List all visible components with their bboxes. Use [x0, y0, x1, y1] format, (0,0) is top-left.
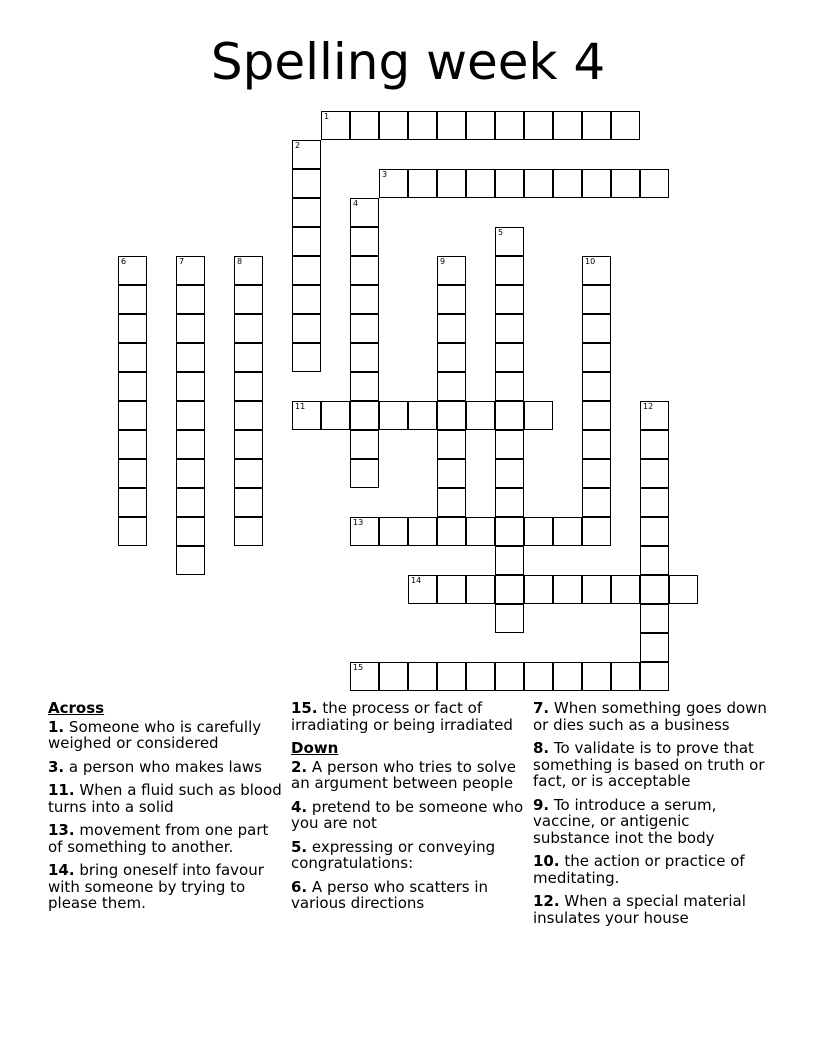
down-clue-10 [533, 853, 769, 886]
grid-cell[interactable] [466, 662, 495, 691]
clue-number: 2. [291, 757, 308, 776]
clue-text: bring oneself into favour with someone by trying to please them. [48, 861, 264, 912]
grid-cell[interactable] [437, 111, 466, 140]
clue-text: pretend to be someone who you are not [291, 797, 524, 832]
grid-cell[interactable] [495, 459, 524, 488]
grid-cell[interactable] [437, 430, 466, 459]
grid-cell[interactable] [176, 401, 205, 430]
clue-number: 9. [533, 795, 550, 814]
grid-cell[interactable] [524, 111, 553, 140]
cell-number: 15 [353, 663, 364, 672]
grid-cell[interactable] [466, 575, 495, 604]
grid-cell[interactable] [234, 488, 263, 517]
grid-cell[interactable] [437, 401, 466, 430]
grid-cell[interactable] [640, 604, 669, 633]
grid-cell[interactable] [350, 430, 379, 459]
grid-cell[interactable] [118, 488, 147, 517]
grid-cell[interactable] [640, 546, 669, 575]
cell-number: 11 [295, 402, 306, 411]
grid-cell[interactable] [553, 575, 582, 604]
grid-cell[interactable] [582, 343, 611, 372]
cell-number: 8 [237, 257, 243, 266]
grid-cell[interactable] [495, 256, 524, 285]
grid-cell[interactable] [408, 575, 437, 604]
grid-cell[interactable] [118, 459, 147, 488]
grid-cell[interactable] [350, 198, 379, 227]
across-clue-15 [291, 700, 527, 733]
grid-cell[interactable] [292, 314, 321, 343]
grid-cell[interactable] [350, 517, 379, 546]
grid-cell[interactable] [582, 314, 611, 343]
grid-cell[interactable] [582, 488, 611, 517]
grid-cell[interactable] [379, 169, 408, 198]
grid-cell[interactable] [350, 662, 379, 691]
grid-cell[interactable] [495, 343, 524, 372]
grid-cell[interactable] [640, 575, 669, 604]
grid-cell[interactable] [524, 575, 553, 604]
down-clue-8 [533, 740, 769, 790]
grid-cell[interactable] [234, 372, 263, 401]
cell-number: 10 [585, 257, 596, 266]
clue-text: expressing or conveying congratulations: [291, 837, 496, 872]
grid-cell[interactable] [437, 285, 466, 314]
grid-cell[interactable] [553, 662, 582, 691]
grid-cell[interactable] [350, 401, 379, 430]
grid-cell[interactable] [408, 662, 437, 691]
down-clue-9 [533, 797, 769, 847]
grid-cell[interactable] [495, 575, 524, 604]
clue-column-3 [533, 700, 769, 933]
grid-cell[interactable] [176, 459, 205, 488]
grid-cell[interactable] [234, 256, 263, 285]
grid-cell[interactable] [582, 459, 611, 488]
grid-cell[interactable] [640, 662, 669, 691]
grid-cell[interactable] [292, 140, 321, 169]
page-title: Spelling week 4 [210, 33, 606, 91]
down-clue-12 [533, 893, 769, 926]
clue-text: a person who makes laws [68, 757, 262, 776]
grid-cell[interactable] [321, 401, 350, 430]
grid-cell[interactable] [582, 256, 611, 285]
down-clue-5 [291, 839, 527, 872]
cell-number: 12 [643, 402, 654, 411]
grid-cell[interactable] [582, 575, 611, 604]
clue-text: To validate is to prove that something is based on truth or fact, or is acceptable [533, 739, 765, 790]
clue-number: 13. [48, 821, 75, 839]
grid-cell[interactable] [408, 517, 437, 546]
grid-cell[interactable] [292, 401, 321, 430]
down-clue-2 [291, 759, 527, 792]
grid-cell[interactable] [234, 314, 263, 343]
grid-cell[interactable] [437, 488, 466, 517]
across-clue-1 [48, 719, 284, 752]
clue-number: 1. [48, 717, 65, 736]
grid-cell[interactable] [640, 517, 669, 546]
clue-number: 7. [533, 699, 550, 717]
grid-cell[interactable] [495, 430, 524, 459]
across-heading: Across [48, 699, 105, 717]
clue-text: When something goes down or dies such as a business [533, 699, 767, 734]
grid-cell[interactable] [582, 285, 611, 314]
grid-cell[interactable] [176, 430, 205, 459]
grid-cell[interactable] [582, 662, 611, 691]
grid-cell[interactable] [640, 459, 669, 488]
grid-cell[interactable] [611, 111, 640, 140]
clue-column-2 [291, 700, 527, 919]
across-clue-14 [48, 862, 284, 912]
cell-number: 14 [411, 576, 422, 585]
grid-cell[interactable] [495, 285, 524, 314]
grid-cell[interactable] [118, 401, 147, 430]
clue-number: 3. [48, 757, 65, 776]
cell-number: 5 [498, 228, 504, 237]
grid-cell[interactable] [466, 401, 495, 430]
grid-cell[interactable] [234, 285, 263, 314]
cell-number: 3 [382, 170, 388, 179]
grid-cell[interactable] [176, 343, 205, 372]
grid-cell[interactable] [350, 372, 379, 401]
cell-number: 4 [353, 199, 359, 208]
grid-cell[interactable] [495, 111, 524, 140]
grid-cell[interactable] [118, 343, 147, 372]
grid-cell[interactable] [408, 111, 437, 140]
grid-cell[interactable] [118, 372, 147, 401]
down-clue-4 [291, 799, 527, 832]
grid-cell[interactable] [553, 169, 582, 198]
across-clue-3 [48, 759, 284, 776]
grid-cell[interactable] [234, 401, 263, 430]
grid-cell[interactable] [495, 169, 524, 198]
grid-cell[interactable] [176, 314, 205, 343]
grid-cell[interactable] [640, 401, 669, 430]
grid-cell[interactable] [582, 430, 611, 459]
grid-cell[interactable] [176, 517, 205, 546]
grid-cell[interactable] [379, 401, 408, 430]
grid-cell[interactable] [292, 198, 321, 227]
grid-cell[interactable] [350, 285, 379, 314]
grid-cell[interactable] [176, 285, 205, 314]
grid-cell[interactable] [495, 314, 524, 343]
clue-number: 10. [533, 852, 560, 870]
grid-cell[interactable] [611, 575, 640, 604]
grid-cell[interactable] [234, 517, 263, 546]
grid-cell[interactable] [640, 430, 669, 459]
grid-cell[interactable] [437, 343, 466, 372]
grid-cell[interactable] [582, 401, 611, 430]
cell-number: 2 [295, 141, 301, 150]
grid-cell[interactable] [524, 517, 553, 546]
clue-text: To introduce a serum, vaccine, or antigenic substance inot the body [533, 795, 717, 847]
grid-cell[interactable] [118, 256, 147, 285]
grid-cell[interactable] [524, 169, 553, 198]
cell-number: 7 [179, 257, 185, 266]
grid-cell[interactable] [640, 169, 669, 198]
cell-number: 6 [121, 257, 127, 266]
clue-number: 4. [291, 797, 308, 816]
grid-cell[interactable] [611, 169, 640, 198]
clue-number: 12. [533, 892, 560, 910]
grid-cell[interactable] [466, 169, 495, 198]
grid-cell[interactable] [234, 459, 263, 488]
grid-cell[interactable] [466, 517, 495, 546]
clue-number: 11. [48, 781, 75, 799]
grid-cell[interactable] [379, 662, 408, 691]
grid-cell[interactable] [350, 111, 379, 140]
grid-cell[interactable] [437, 517, 466, 546]
clue-column-1 [48, 700, 284, 919]
clue-text: A person who tries to solve an argument between people [291, 757, 516, 792]
grid-cell[interactable] [495, 401, 524, 430]
grid-cell[interactable] [234, 430, 263, 459]
grid-cell[interactable] [495, 488, 524, 517]
grid-cell[interactable] [582, 111, 611, 140]
grid-cell[interactable] [118, 314, 147, 343]
grid-cell[interactable] [553, 111, 582, 140]
grid-cell[interactable] [437, 459, 466, 488]
grid-cell[interactable] [524, 401, 553, 430]
clue-text: movement from one part of something to another. [48, 821, 269, 856]
cell-number: 13 [353, 518, 364, 527]
grid-cell[interactable] [495, 546, 524, 575]
grid-cell[interactable] [234, 343, 263, 372]
grid-cell[interactable] [176, 372, 205, 401]
clue-text: the action or practice of meditating. [533, 852, 745, 887]
down-clue-7 [533, 700, 769, 733]
clue-text: When a fluid such as blood turns into a solid [48, 781, 282, 816]
grid-cell[interactable] [466, 111, 495, 140]
grid-cell[interactable] [437, 662, 466, 691]
grid-cell[interactable] [408, 401, 437, 430]
down-clue-6 [291, 879, 527, 912]
across-clue-13 [48, 822, 284, 855]
grid-cell[interactable] [350, 343, 379, 372]
grid-cell[interactable] [524, 662, 553, 691]
grid-cell[interactable] [640, 633, 669, 662]
grid-cell[interactable] [292, 169, 321, 198]
grid-cell[interactable] [176, 488, 205, 517]
grid-cell[interactable] [118, 285, 147, 314]
clue-text: A perso who scatters in various directions [291, 877, 489, 912]
clue-text: When a special material insulates your house [533, 892, 746, 927]
clue-text: the process or fact of irradiating or being irradiated [291, 699, 513, 734]
down-heading: Down [291, 739, 339, 757]
grid-cell[interactable] [495, 517, 524, 546]
grid-cell[interactable] [437, 575, 466, 604]
across-clue-11 [48, 782, 284, 815]
clue-number: 6. [291, 877, 308, 896]
cell-number: 9 [440, 257, 446, 266]
grid-cell[interactable] [118, 517, 147, 546]
clue-number: 8. [533, 739, 550, 757]
cell-number: 1 [324, 112, 330, 121]
grid-cell[interactable] [495, 662, 524, 691]
grid-cell[interactable] [350, 314, 379, 343]
grid-cell[interactable] [437, 372, 466, 401]
grid-cell[interactable] [437, 169, 466, 198]
grid-cell[interactable] [495, 604, 524, 633]
grid-cell[interactable] [292, 227, 321, 256]
grid-cell[interactable] [640, 488, 669, 517]
grid-cell[interactable] [553, 517, 582, 546]
grid-cell[interactable] [292, 256, 321, 285]
grid-cell[interactable] [669, 575, 698, 604]
grid-cell[interactable] [582, 169, 611, 198]
clue-number: 5. [291, 837, 308, 856]
grid-cell[interactable] [176, 256, 205, 285]
grid-cell[interactable] [350, 227, 379, 256]
grid-cell[interactable] [118, 430, 147, 459]
grid-cell[interactable] [611, 662, 640, 691]
grid-cell[interactable] [495, 372, 524, 401]
grid-cell[interactable] [437, 314, 466, 343]
grid-cell[interactable] [321, 111, 350, 140]
grid-cell[interactable] [292, 285, 321, 314]
grid-cell[interactable] [379, 111, 408, 140]
grid-cell[interactable] [582, 517, 611, 546]
grid-cell[interactable] [292, 343, 321, 372]
grid-cell[interactable] [495, 227, 524, 256]
grid-cell[interactable] [582, 372, 611, 401]
grid-cell[interactable] [408, 169, 437, 198]
clue-number: 14. [48, 861, 75, 879]
grid-cell[interactable] [379, 517, 408, 546]
grid-cell[interactable] [176, 546, 205, 575]
grid-cell[interactable] [350, 256, 379, 285]
clue-number: 15. [291, 699, 318, 717]
grid-cell[interactable] [437, 256, 466, 285]
grid-cell[interactable] [350, 459, 379, 488]
clue-text: Someone who is carefully weighed or considered [48, 717, 262, 752]
